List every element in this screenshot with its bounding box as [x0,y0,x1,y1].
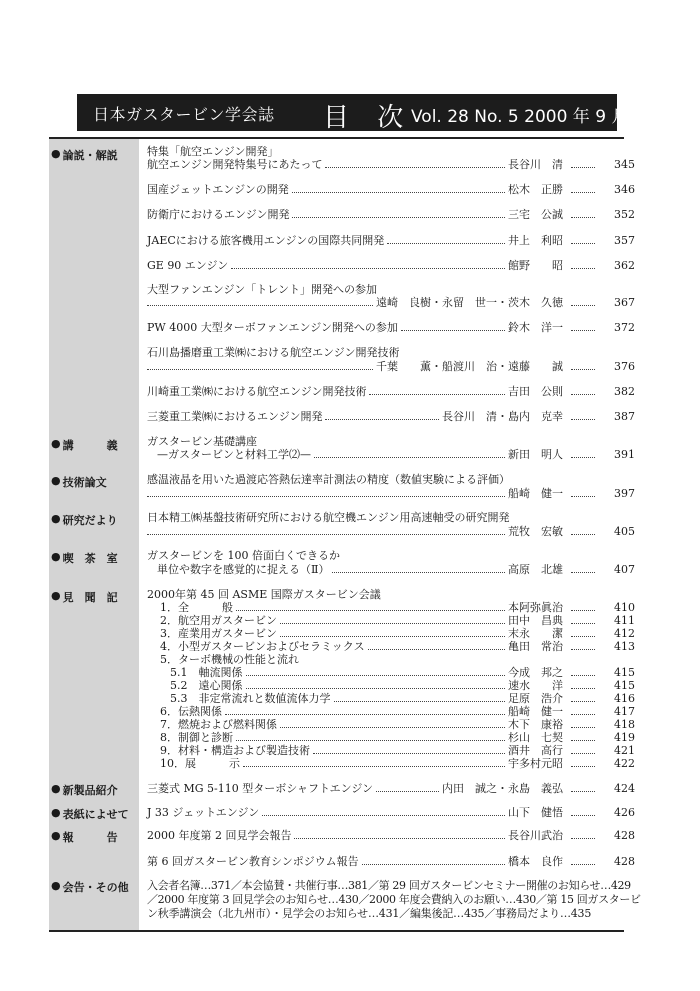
toc-entry[interactable]: 国産ジェットエンジンの開発 松木 正勝 346 [147,183,635,196]
bullet-icon: ● [51,829,61,842]
section-kenkyu-dayori: ● 研究だより [51,512,118,527]
bullet-icon: ● [51,512,61,525]
toc-entry[interactable]: 三菱重工業㈱におけるエンジン開発 長谷川 清・島内 克幸 387 [147,410,635,423]
contents-title: 目 次 [323,103,414,133]
toc-entry-title: ガスタービンを 100 倍面白くできるか [147,549,340,562]
notice-line: ／2000 年度第 3 回見学会のお知らせ…430／2000 年度会費納入のお願い…430／第 15 回ガスタービ [147,893,641,906]
toc-entry[interactable]: 4．小型ガスタービンおよびセラミックス 亀田 常治 413 [160,640,635,653]
toc-entry[interactable]: 遠崎 良樹・永留 世一・茨木 久徳 367 [147,296,635,309]
bullet-icon: ● [51,806,61,819]
toc-entry-title: 石川島播磨重工業㈱における航空エンジン開発技術 [147,346,400,359]
toc-entry[interactable]: 3．産業用ガスタービン 末永 潔 412 [160,627,635,640]
toc-entry[interactable]: 第 6 回ガスタービン教育シンポジウム報告 橋本 良作 428 [147,855,635,868]
section-gijutsu-ronbun: ● 技術論文 [51,474,107,489]
toc-entry[interactable]: 三菱式 MG 5-110 型ターボシャフトエンジン 内田 誠之・永島 義弘 424 [147,782,635,795]
toc-entry[interactable]: J 33 ジェットエンジン 山下 健悟 426 [147,806,635,819]
bullet-icon: ● [51,879,61,892]
toc-entry-title: 大型ファンエンジン「トレント」開発への参加 [147,283,377,296]
toc-entry[interactable]: —ガスタービンと材料工学⑵— 新田 明人 391 [157,448,635,461]
toc-entry-title: 2000年第 45 回 ASME 国際ガスタービン会議 [147,588,381,601]
toc-entry[interactable]: 7．燃焼および燃料関係 木下 康裕 418 [160,718,635,731]
top-rule [49,137,624,139]
notice-line: ン秋季講演会（北九州市）・見学会のお知らせ…431／編集後記…435／事務局だより…435 [147,907,592,920]
toc-entry-title: 感温液晶を用いた過渡応答熱伝達率計測法の精度（数値実験による評価） [147,473,510,486]
toc-entry[interactable]: 1．全 般 本阿弥眞治 410 [160,601,635,614]
section-hyoushi: ● 表紙によせて [51,806,129,821]
toc-entry[interactable]: 川崎重工業㈱における航空エンジン開発技術 吉田 公則 382 [147,385,635,398]
toc-entry[interactable]: 航空エンジン開発特集号にあたって 長谷川 清 345 [147,158,635,171]
toc-entry[interactable]: 8．制御と診断 杉山 七契 419 [160,731,635,744]
issue-info: Vol. 28 No. 5 2000 年 9 月 [411,107,629,127]
journal-title: 日本ガスタービン学会誌 [93,105,275,124]
section-kenbunki: ● 見 聞 記 [51,589,118,604]
toc-entry[interactable]: 10．展 示 宇多村元昭 422 [160,757,635,770]
feature-title: 特集「航空エンジン開発」 [147,145,279,158]
journal-header [77,94,629,133]
bullet-icon: ● [51,437,61,450]
toc-entry[interactable]: 5.3 非定常流れと数値流体力学 足原 浩介 416 [170,692,635,705]
toc-entry[interactable]: 5.1 軸流関係 今成 邦之 415 [170,666,635,679]
toc-entry-title: 日本精工㈱基盤技術研究所における航空機エンジン用高速軸受の研究開発 [147,511,510,524]
section-kougi: ● 講 義 [51,437,118,452]
notice-line: 入会者名簿…371／本会協賛・共催行事…381／第 29 回ガスタービンセミナー開催のお知らせ…429 [147,879,631,892]
toc-entry[interactable]: 防衛庁におけるエンジン開発 三宅 公誠 352 [147,208,635,221]
bottom-rule [49,930,624,932]
bullet-icon: ● [51,147,61,160]
toc-entry[interactable]: 9．材料・構造および製造技術 酒井 高行 421 [160,744,635,757]
toc-entry[interactable]: 5.2 遠心関係 速水 洋 415 [170,679,635,692]
toc-entry-title: 5．ターボ機械の性能と流れ [160,653,299,666]
bullet-icon: ● [51,589,61,602]
section-shinseihin: ● 新製品紹介 [51,782,118,797]
section-ronsetsu: ● 論説・解説 [51,147,118,162]
bullet-icon: ● [51,474,61,487]
bullet-icon: ● [51,782,61,795]
toc-entry[interactable]: 千葉 薫・船渡川 治・遠藤 誠 376 [147,360,635,373]
section-houkoku: ● 報 告 [51,829,118,844]
toc-entry[interactable]: JAECにおける旅客機用エンジンの国際共同開発 井上 利昭 357 [147,234,635,247]
toc-entry[interactable]: PW 4000 大型ターボファンエンジン開発への参加 鈴木 洋一 372 [147,321,635,334]
toc-entry[interactable]: 船崎 健一 397 [147,487,635,500]
section-kissashitsu: ● 喫 茶 室 [51,550,118,565]
toc-entry-title: ガスタービン基礎講座 [147,435,257,448]
section-kaikoku: ● 会告・その他 [51,879,129,894]
toc-entry[interactable]: 2．航空用ガスタービン 田中 昌典 411 [160,614,635,627]
toc-entry[interactable]: GE 90 エンジン 館野 昭 362 [147,259,635,272]
toc-entry[interactable]: 荒牧 宏敏 405 [147,525,635,538]
toc-entry[interactable]: 6．伝熱関係 船崎 健一 417 [160,705,635,718]
toc-entry[interactable]: 2000 年度第 2 回見学会報告 長谷川武治 428 [147,829,635,842]
bullet-icon: ● [51,550,61,563]
toc-entry[interactable]: 単位や数字を感覚的に捉える（Ⅱ） 高原 北雄 407 [157,563,635,576]
